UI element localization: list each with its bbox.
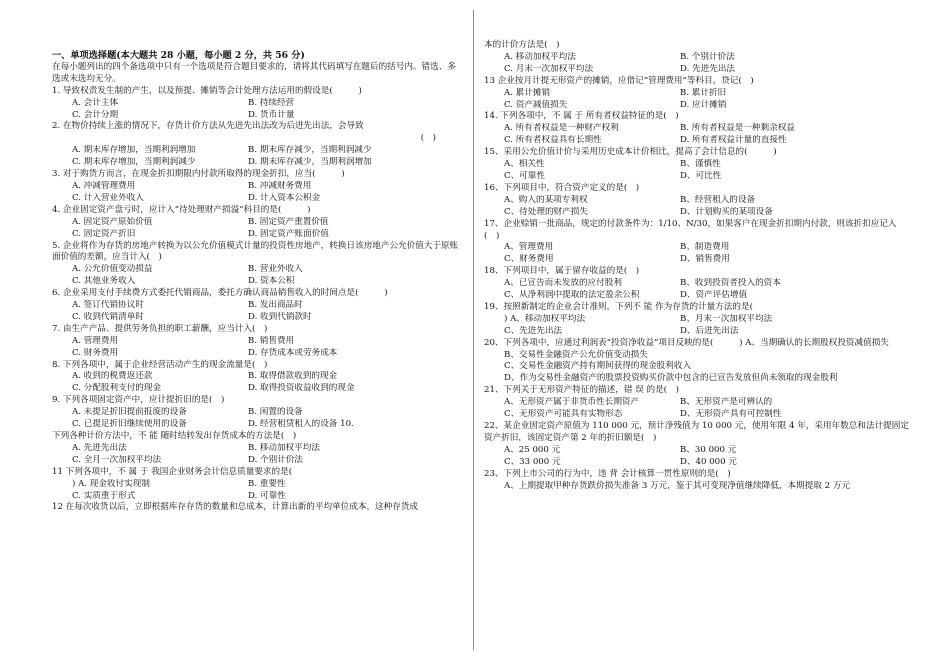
question-item bbox=[484, 40, 909, 76]
option-item: B. 营业外收入 bbox=[248, 264, 303, 275]
option-item: B. 个别计价法 bbox=[680, 51, 735, 62]
column-divider bbox=[473, 10, 474, 650]
option-item: C. 所有者权益具有长期性 bbox=[504, 135, 602, 146]
option-item: B. 闲置的设备 bbox=[248, 407, 303, 418]
option-item: D、销售费用 bbox=[680, 254, 730, 265]
option-item: ) A. 现金收付实现制 bbox=[72, 478, 150, 489]
options-grid bbox=[484, 397, 909, 421]
question-stem: 15、采用公允价值计价与采用历史成本计价相比，提高了会计信息的( ) bbox=[484, 147, 777, 158]
option-item: C. 其他业务收入 bbox=[72, 276, 136, 287]
option-item: C. 分配股利支付的现金 bbox=[72, 383, 162, 394]
section-title: 一、单项选择题(本大题共 28 小题，每小题 2 分，共 56 分) bbox=[52, 50, 305, 61]
answer-bracket: ( ) bbox=[420, 133, 436, 144]
option-item: B、30 000 元 bbox=[680, 444, 737, 455]
option-item: C. 月末一次加权平均法 bbox=[504, 63, 594, 74]
option-item: D. 货币计量 bbox=[248, 109, 295, 120]
question-stem: 20、下列各项中，应通过利润表“投资净收益”项目反映的是( ) A、当期确认的长期股权投资减值损失 bbox=[484, 337, 889, 348]
option-item: C. 已提足折旧继续使用的设备 bbox=[72, 419, 187, 430]
question-item bbox=[484, 469, 909, 493]
option-item: C. 实质重于形式 bbox=[72, 490, 136, 501]
question-item bbox=[52, 288, 464, 324]
option-item: B、收到投资者投入的资本 bbox=[680, 278, 781, 289]
option-item: C、从净利润中提取的法定盈余公积 bbox=[504, 290, 640, 301]
option-item: C. 财务费用 bbox=[72, 347, 119, 358]
option-item: A. 期末库存增加，当期利润增加 bbox=[72, 145, 196, 156]
option-item: A. 收到的税费返还款 bbox=[72, 371, 153, 382]
option-item: D. 计入资本公积金 bbox=[248, 192, 321, 203]
option-item: D、可比性 bbox=[680, 170, 722, 181]
options-grid bbox=[484, 445, 909, 469]
option-item: A. 冲减管理费用 bbox=[72, 180, 136, 191]
option-item: C. 收到代销清单时 bbox=[72, 311, 144, 322]
option-item: B. 所有者权益是一种剩余权益 bbox=[680, 123, 795, 134]
option-item: C. 资产减值损失 bbox=[504, 99, 568, 110]
option-item: C. 全月一次加权平均法 bbox=[72, 454, 162, 465]
options-grid bbox=[52, 479, 464, 503]
question-item bbox=[484, 266, 909, 302]
options-grid bbox=[52, 443, 464, 467]
options-grid bbox=[484, 278, 909, 302]
option-item: D. 资本公积 bbox=[248, 276, 295, 287]
option-item: D、计划购买的某项设备 bbox=[680, 206, 773, 217]
option-item: B、交易性金融资产公允价值变动损失 bbox=[504, 349, 648, 360]
question-item bbox=[484, 219, 909, 267]
question-stem: 8. 下列各项中，属于企业经营活动产生的现金流量是( ) bbox=[52, 359, 268, 370]
question-item bbox=[52, 324, 464, 360]
options-list bbox=[484, 350, 909, 386]
option-item: C. 计入营业外收入 bbox=[72, 192, 144, 203]
option-item: C. 期末库存增加，当期利润减少 bbox=[72, 157, 196, 168]
question-item bbox=[52, 360, 464, 396]
question-stem: 3. 对于购货方而言，在现金折扣期限内付款所取得的现金折扣，应当( ) bbox=[52, 169, 345, 180]
option-item: A、相关性 bbox=[504, 159, 545, 170]
option-item: C、无形资产可能具有实物形态 bbox=[504, 409, 623, 420]
options-grid bbox=[484, 159, 909, 183]
option-item: B. 持续经营 bbox=[248, 97, 295, 108]
question-stem: 22、某企业固定资产原值为 110 000 元，预计净残值为 10 000 元，使用年限 4 年，采用年数总和法计提固定资产折旧，该固定资产第 2 年的折旧额是( ) bbox=[484, 421, 909, 443]
option-item: A. 未提足折旧提前报废的设备 bbox=[72, 407, 187, 418]
option-item: D. 经营租赁租入的设备 10. bbox=[248, 419, 354, 430]
option-item: A、购入的某项专利权 bbox=[504, 194, 588, 205]
question-item bbox=[52, 205, 464, 241]
question-item bbox=[484, 421, 909, 469]
option-item: D、资产评估增值 bbox=[680, 290, 748, 301]
options-grid bbox=[484, 123, 909, 147]
question-stem: 6. 企业采用支付手续费方式委托代销商品，委托方确认商品销售收入的时间点是( ) bbox=[52, 288, 388, 299]
option-item: B. 发出商品时 bbox=[248, 300, 303, 311]
option-item: B、制造费用 bbox=[680, 242, 730, 253]
option-item: B、无形资产是可辨认的 bbox=[680, 397, 773, 408]
option-item: B. 销售费用 bbox=[248, 335, 295, 346]
question-stem: 13 企业按月计提无形资产的摊销，应借记“管理费用”等科目，贷记( ) bbox=[484, 75, 754, 86]
option-item: B、谨慎性 bbox=[680, 159, 721, 170]
question-stem: 2. 在物价持续上涨的情况下，存货计价方法从先进先出法改为后进先出法，会导致 bbox=[52, 121, 364, 132]
option-item: C、财务费用 bbox=[504, 254, 554, 265]
option-item: B、经营租入的设备 bbox=[680, 194, 756, 205]
option-item: D. 期末库存减少，当期利润增加 bbox=[248, 157, 372, 168]
question-item bbox=[52, 241, 464, 289]
question-stem: 下列各种计价方法中，不 能 随时结转发出存货成本的方法是( ) bbox=[52, 431, 297, 441]
question-stem: 7. 由生产产品、提供劳务负担的职工薪酬，应当计入( ) bbox=[52, 323, 268, 334]
option-item: D. 所有者权益计量的直接性 bbox=[680, 135, 787, 146]
question-stem: 4. 企业固定资产盘亏时，应计入“待处理财产损溢”科目的是( ) bbox=[52, 204, 311, 215]
option-item: B、月末一次加权平均法 bbox=[680, 313, 773, 324]
options-grid bbox=[52, 181, 464, 205]
option-item: A、管理费用 bbox=[504, 242, 554, 253]
options-grid bbox=[52, 336, 464, 360]
options-grid bbox=[52, 264, 464, 288]
option-item: D、无形资产具有可控制性 bbox=[680, 409, 782, 420]
question-item bbox=[484, 338, 909, 386]
option-item: A. 固定资产原始价值 bbox=[72, 216, 153, 227]
option-item: A. 管理费用 bbox=[72, 335, 119, 346]
option-item: D. 收到代销款时 bbox=[248, 311, 312, 322]
option-item: A. 签订代销协议时 bbox=[72, 300, 144, 311]
options-grid bbox=[484, 195, 909, 219]
section-instructions: 在每小题列出的四个备选项中只有一个选项是符合题目要求的，请将其代码填写在题后的括号内。错选、多选或未选均无分。 bbox=[52, 61, 456, 84]
option-item: ) A、移动加权平均法 bbox=[504, 313, 586, 324]
question-item bbox=[52, 121, 464, 169]
option-item: A. 会计主体 bbox=[72, 97, 119, 108]
option-item: C、交易性金融资产持有期间获得的现金股利收入 bbox=[504, 361, 692, 372]
options-grid bbox=[484, 88, 909, 112]
option-item: A. 所有者权益是一种财产权利 bbox=[504, 123, 619, 134]
left-column bbox=[52, 38, 464, 514]
option-item: D. 固定资产账面价值 bbox=[248, 228, 329, 239]
option-item: C、可靠性 bbox=[504, 170, 545, 181]
question-item bbox=[484, 111, 909, 147]
option-item: D. 先进先出法 bbox=[680, 63, 736, 74]
option-item: C、33 000 元 bbox=[504, 456, 561, 467]
option-item: A、上期提取甲种存货跌价损失准备 3 万元，鉴于其可变现净值继续降低，本期提取 2 万元 bbox=[504, 480, 851, 491]
option-item: D、后进先出法 bbox=[680, 325, 739, 336]
option-item: D. 取得投资收益收到的现金 bbox=[248, 383, 355, 394]
question-item bbox=[484, 76, 909, 112]
option-item: A. 累计摊销 bbox=[504, 87, 551, 98]
question-stem: 1. 导致权责发生制的产生，以及预提、摊销等会计处理方法运用的假设是( ) bbox=[52, 85, 362, 96]
question-stem: 12 在每次收货以后，立即根据库存存货的数量和总成本，计算出新的平均单位成本，这种存货成 bbox=[52, 502, 419, 513]
question-item bbox=[52, 467, 464, 503]
question-item bbox=[484, 147, 909, 183]
option-item: B. 重要性 bbox=[248, 478, 286, 489]
question-stem: 23、下列上市公司的行为中，违 背 会计核算一贯性原则的是( ) bbox=[484, 468, 731, 479]
question-item bbox=[52, 86, 464, 122]
option-item: C、先进先出法 bbox=[504, 325, 563, 336]
option-item: C、待处理的财产损失 bbox=[504, 206, 588, 217]
option-item: B. 累计折旧 bbox=[680, 87, 727, 98]
option-item: D. 可靠性 bbox=[248, 490, 286, 501]
options-grid bbox=[52, 98, 464, 122]
question-item bbox=[484, 385, 909, 421]
question-stem: 5. 企业将作为存货的房地产转换为以公允价值模式计量的投资性房地产，转换日该房地产公允价值大于原账面价值的差额，应当计入( ) bbox=[52, 240, 459, 263]
question-stem: 18、下列项目中，属于留存收益的是( ) bbox=[484, 266, 640, 277]
options-grid bbox=[484, 52, 909, 76]
options-grid bbox=[484, 242, 909, 266]
right-column bbox=[484, 40, 909, 492]
question-stem: 19、按照新制定的企业会计准则，下列不 能 作为存货的计量方法的是( bbox=[484, 301, 753, 312]
question-stem: 16、下列项目中，符合资产定义的是( ) bbox=[484, 182, 640, 193]
option-item: B. 取得借款收到的现金 bbox=[248, 371, 338, 382]
option-item: D. 应计摊销 bbox=[680, 99, 727, 110]
option-item: C. 会计分期 bbox=[72, 109, 119, 120]
option-item: A. 移动加权平均法 bbox=[504, 51, 576, 62]
options-list bbox=[484, 481, 909, 493]
question-stem: 14. 下列各项中，不 属 于 所有者权益特征的是( ) bbox=[484, 111, 679, 122]
option-item: B. 固定资产重置价值 bbox=[248, 216, 329, 227]
question-item bbox=[52, 169, 464, 205]
option-item: A、25 000 元 bbox=[504, 444, 561, 455]
question-stem: 11 下列各项中，不 属 于 我国企业财务会计信息质量要求的是( bbox=[52, 466, 293, 477]
question-item bbox=[52, 502, 464, 514]
question-stem: 17、企业赊销一批商品，规定的付款条件为：1/10、N/30，如果客户在现金折扣期内付款，则该折扣应记入( ) bbox=[484, 218, 897, 241]
option-item: A. 公允价值变动损益 bbox=[72, 264, 153, 275]
option-item: B. 冲减财务费用 bbox=[248, 180, 312, 191]
options-grid bbox=[52, 407, 464, 431]
option-item: B. 移动加权平均法 bbox=[248, 442, 320, 453]
options-grid bbox=[52, 217, 464, 241]
option-item: D. 存货成本或劳务成本 bbox=[248, 347, 338, 358]
option-item: D. 个别计价法 bbox=[248, 454, 304, 465]
question-stem: 9. 下列各项固定资产中，应计提折旧的是( ) bbox=[52, 395, 225, 406]
option-item: A、已宣告而未发放的应付股利 bbox=[504, 278, 622, 289]
options-grid bbox=[52, 371, 464, 395]
question-stem: 本的计价方法是( ) bbox=[484, 40, 560, 50]
option-item: D、作为交易性金融资产的股票投资购买价款中包含的已宣告发放但尚未领取的现金股利 bbox=[504, 373, 838, 384]
option-item: A、无形资产属于非货币性长期资产 bbox=[504, 397, 640, 408]
options-grid bbox=[484, 314, 909, 338]
question-item bbox=[52, 431, 464, 467]
option-item: C. 固定资产折旧 bbox=[72, 228, 136, 239]
question-item bbox=[52, 395, 464, 431]
options-grid bbox=[52, 145, 464, 169]
option-item: A. 先进先出法 bbox=[72, 442, 127, 453]
question-item bbox=[484, 183, 909, 219]
option-item: D、40 000 元 bbox=[680, 456, 737, 467]
question-stem: 21、下列关于无形资产特征的描述，错 误 的是( ) bbox=[484, 385, 679, 396]
options-grid bbox=[52, 300, 464, 324]
question-item bbox=[484, 302, 909, 338]
option-item: B. 期末库存减少，当期利润减少 bbox=[248, 145, 372, 156]
